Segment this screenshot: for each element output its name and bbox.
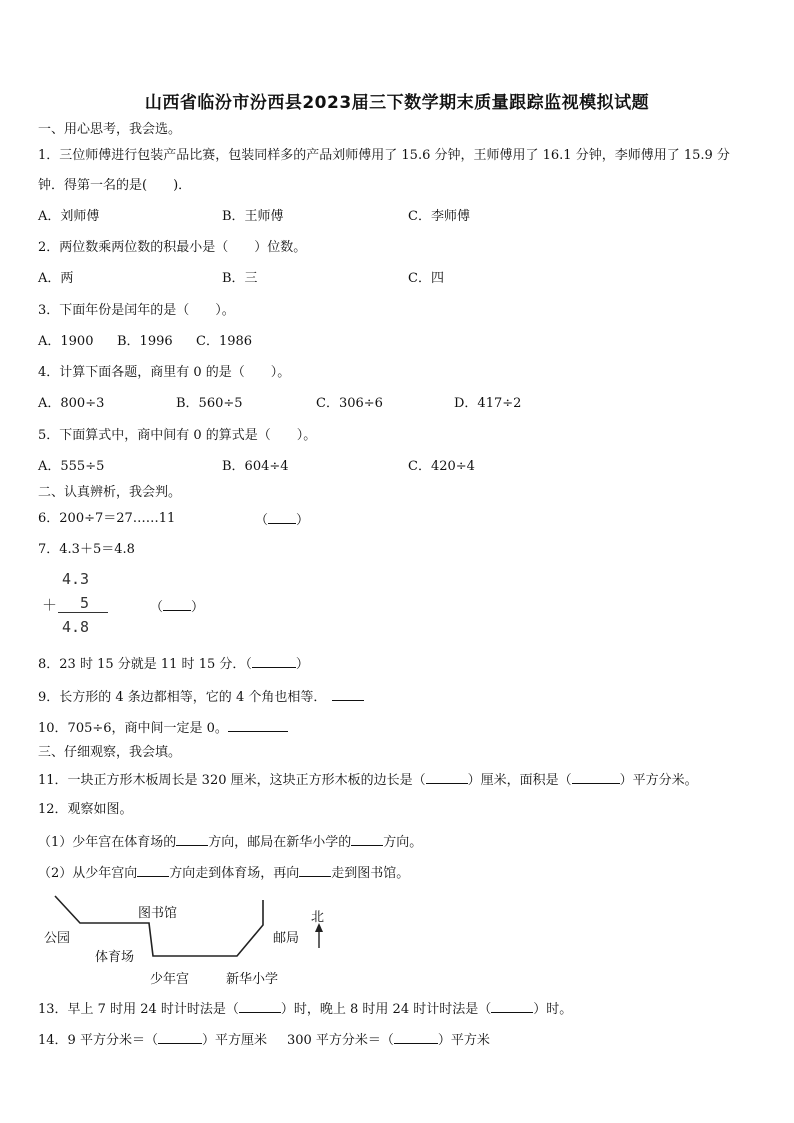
- q9-answer-blank[interactable]: [332, 688, 364, 701]
- q5-option-a[interactable]: A．555÷5: [38, 459, 105, 474]
- question-9-text: 9．长方形的 4 条边都相等，它的 4 个角也相等．: [38, 690, 327, 705]
- question-5: 5．下面算式中，商中间有 0 的算式是（ ）。: [38, 428, 317, 443]
- map-label-north: 北: [311, 910, 325, 925]
- q12-sub1-blank-2[interactable]: [351, 833, 383, 846]
- q6-answer-blank[interactable]: [255, 511, 309, 529]
- question-12-sub-2: [38, 864, 409, 882]
- question-8: [38, 655, 309, 673]
- paren-close: ）: [296, 513, 310, 528]
- q12-sub2-blank-1[interactable]: [137, 864, 169, 877]
- q4-option-a[interactable]: A．800÷3: [38, 396, 105, 411]
- q3-option-a[interactable]: A．1900: [38, 334, 94, 349]
- question-12: 12．观察如图。: [38, 802, 133, 817]
- q11-area-blank[interactable]: [572, 771, 620, 784]
- vertical-calc-top: 4.3: [62, 570, 90, 588]
- question-13: [38, 1000, 572, 1018]
- q14-blank-1[interactable]: [158, 1031, 202, 1044]
- question-1-line-2: 钟．得第一名的是( )．: [38, 178, 192, 193]
- q12-sub2-text-c: 走到图书馆。: [331, 866, 410, 881]
- q13-blank-1[interactable]: [239, 1000, 281, 1013]
- q10-answer-blank[interactable]: [228, 719, 288, 732]
- q7-answer-blank[interactable]: [150, 598, 204, 616]
- question-6: 6．200÷7＝27……11: [38, 511, 176, 526]
- map-label-stadium: 体育场: [95, 950, 135, 965]
- question-12-sub-1: [38, 833, 422, 851]
- q4-option-b[interactable]: B．560÷5: [176, 396, 243, 411]
- question-7: 7．4.3＋5＝4.8: [38, 542, 135, 557]
- q14-blank-2[interactable]: [394, 1031, 438, 1044]
- blank-line: [163, 598, 191, 611]
- paren-close: ）: [191, 600, 205, 615]
- question-14-text-3: 300 平方分米＝（: [286, 1033, 394, 1048]
- question-11-text-2: ）厘米，面积是（: [467, 773, 572, 788]
- q11-side-blank[interactable]: [426, 771, 468, 784]
- question-1-line-1: 1．三位师傅进行包装产品比赛，包装同样多的产品刘师傅用了 15.6 分钟，王师傅用了 16.1 分钟，李师傅用了 15.9 分: [38, 148, 730, 163]
- q1-option-b[interactable]: B．王师傅: [222, 209, 284, 224]
- q3-option-b[interactable]: B．1996: [117, 334, 173, 349]
- map-label-park: 公园: [44, 931, 71, 946]
- q2-option-a[interactable]: A．两: [38, 271, 74, 286]
- paren-open: （: [255, 513, 269, 528]
- page-title: 山西省临汾市汾西县2023届三下数学期末质量跟踪监视模拟试题: [144, 93, 650, 113]
- question-14: [38, 1031, 490, 1049]
- question-11-text-1: 11．一块正方形木板周长是 320 厘米，这块正方形木板的边长是（: [38, 773, 426, 788]
- q12-sub2-text-b: 方向走到体育场，再向: [169, 866, 300, 881]
- q4-option-d[interactable]: D．417÷2: [454, 396, 522, 411]
- section-heading-3: 三、仔细观察，我会填。: [38, 745, 182, 760]
- blank-line: [268, 511, 296, 524]
- q12-sub2-text-a: （2）从少年宫向: [38, 866, 138, 881]
- vertical-calc-bottom: 4.8: [62, 618, 90, 636]
- question-14-text-1: 14．9 平方分米＝（: [38, 1033, 158, 1048]
- paren-close: ）: [295, 657, 309, 672]
- map-label-library: 图书馆: [138, 906, 178, 921]
- question-14-text-4: ）平方米: [437, 1033, 490, 1048]
- question-10-text: 10．705÷6，商中间一定是 0。: [38, 721, 228, 736]
- question-14-text-2: ）平方厘米: [201, 1033, 267, 1048]
- map-label-post-office: 邮局: [273, 931, 300, 946]
- question-13-text-2: ）时，晚上 8 时用 24 时计时法是（: [280, 1002, 492, 1017]
- vertical-calc-rule: [58, 612, 108, 613]
- q3-option-c[interactable]: C．1986: [196, 334, 253, 349]
- q2-option-b[interactable]: B．三: [222, 271, 258, 286]
- q2-option-c[interactable]: C．四: [408, 271, 444, 286]
- question-13-text-1: 13．早上 7 时用 24 时计时法是（: [38, 1002, 239, 1017]
- q13-blank-2[interactable]: [491, 1000, 533, 1013]
- question-10: [38, 719, 288, 737]
- question-13-text-3: ）时。: [533, 1002, 573, 1017]
- map-label-xinhua-school: 新华小学: [226, 972, 279, 987]
- q5-option-c[interactable]: C．420÷4: [408, 459, 475, 474]
- q12-sub1-text-b: 方向，邮局在新华小学的: [208, 835, 352, 850]
- section-heading-1: 一、用心思考，我会选。: [38, 122, 182, 137]
- question-4: 4．计算下面各题，商里有 0 的是（ ）。: [38, 365, 291, 380]
- q12-sub1-text-c: 方向。: [383, 835, 423, 850]
- q5-option-b[interactable]: B．604÷4: [222, 459, 289, 474]
- q12-sub1-blank-1[interactable]: [176, 833, 208, 846]
- section-heading-2: 二、认真辨析，我会判。: [38, 485, 182, 500]
- q1-option-a[interactable]: A．刘师傅: [38, 209, 100, 224]
- question-11-text-3: ）平方分米。: [619, 773, 698, 788]
- q12-sub1-text-a: （1）少年宫在体育场的: [38, 835, 177, 850]
- vertical-calc-plus: ＋: [42, 596, 58, 614]
- q12-sub2-blank-2[interactable]: [299, 864, 331, 877]
- q8-answer-blank[interactable]: [252, 655, 296, 668]
- question-8-text: 8．23 时 15 分就是 11 时 15 分．（: [38, 657, 252, 672]
- q1-option-c[interactable]: C．李师傅: [408, 209, 470, 224]
- vertical-calc-mid: 5: [80, 594, 90, 612]
- question-11: [38, 771, 698, 789]
- question-9: [38, 688, 364, 706]
- question-2: 2．两位数乘两位数的积最小是（ ）位数。: [38, 240, 307, 255]
- paren-open: （: [150, 600, 164, 615]
- map-label-youth-palace: 少年宫: [150, 972, 190, 987]
- question-3: 3．下面年份是闰年的是（ ）。: [38, 303, 235, 318]
- q4-option-c[interactable]: C．306÷6: [316, 396, 383, 411]
